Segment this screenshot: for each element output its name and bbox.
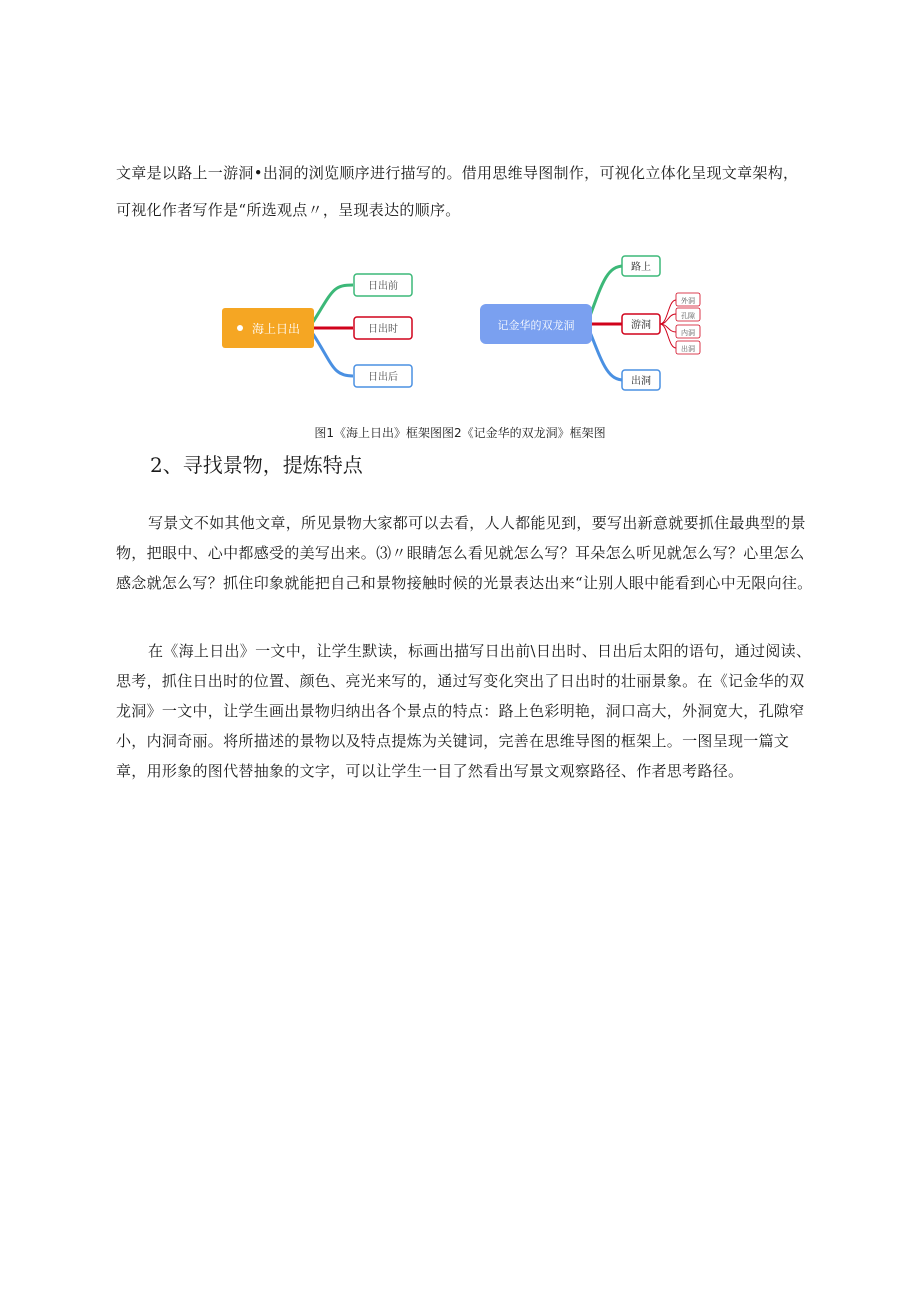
branch-label-2: 日出时 [368, 324, 398, 335]
branch-line-6 [590, 332, 624, 380]
branch-label-5: 游洞 [631, 320, 651, 331]
branch-label-6: 出洞 [631, 376, 651, 387]
section-heading: 2、寻找景物，提炼特点 [150, 453, 363, 477]
root-label-2: 记金华的双龙洞 [497, 319, 575, 332]
mindmap-shuang-long-dong [480, 256, 700, 390]
branch-line-3 [313, 334, 353, 376]
root-dot-icon [237, 325, 243, 331]
branch-label-4: 路上 [631, 262, 651, 273]
intro-line-2: 可视化作者写作是“所选观点〃，呈现表达的顺序。 [116, 201, 461, 219]
branch-line-4 [590, 266, 624, 316]
mindmap-hai-shang-ri-chu [222, 274, 412, 387]
sub-label-3: 内洞 [681, 329, 695, 337]
branch-label-3: 日出后 [368, 372, 398, 383]
sub-label-4: 出洞 [681, 345, 695, 353]
mindmap-svg [218, 250, 704, 400]
intro-line-1: 文章是以路上一游洞•出洞的浏览顺序进行描写的。借用思维导图制作，可视化立体化呈现文章架构， [116, 164, 799, 182]
branch-line-1 [313, 285, 353, 322]
root-label-1: 海上日出 [252, 322, 301, 336]
branch-label-1: 日出前 [368, 281, 398, 292]
sub-label-2: 孔隙 [681, 312, 695, 320]
mindmap-figure [218, 250, 704, 400]
sub-label-1: 外洞 [681, 297, 695, 305]
figure-caption: 图1《海上日出》框架图图2《记金华的双龙洞》框架图 [314, 426, 606, 440]
sub-line-1 [660, 300, 676, 324]
paragraph-1: 写景文不如其他文章，所见景物大家都可以去看，人人都能见到，要写出新意就要抓住最典型的景物，把眼中、心中都感受的美写出来。⑶〃眼睛怎么看见就怎么写？耳朵怎么听见就怎么写？心里怎么感念就怎么写？抓住印象就能把自己和景物接触时候的光景表达出来“让别人眼中能看到心中无限向往。 [116, 514, 813, 592]
paragraph-2: 在《海上日出》一文中，让学生默读，标画出描写日出前\日出时、日出后太阳的语句，通过阅读、思考，抓住日出时的位置、颜色、亮光来写的，通过写变化突出了日出时的壮丽景象。在《记金华的双龙洞》一文中，让学生画出景物归纳出各个景点的特点：路上色彩明艳，洞口高大，外洞宽大，孔隙窄小，内洞奇丽。将所描述的景物以及特点提炼为关键词，完善在思维导图的框架上。一图呈现一篇文章，用形象的图代替抽象的文字，可以让学生一目了然看出写景文观察路径、作者思考路径。 [116, 642, 812, 780]
